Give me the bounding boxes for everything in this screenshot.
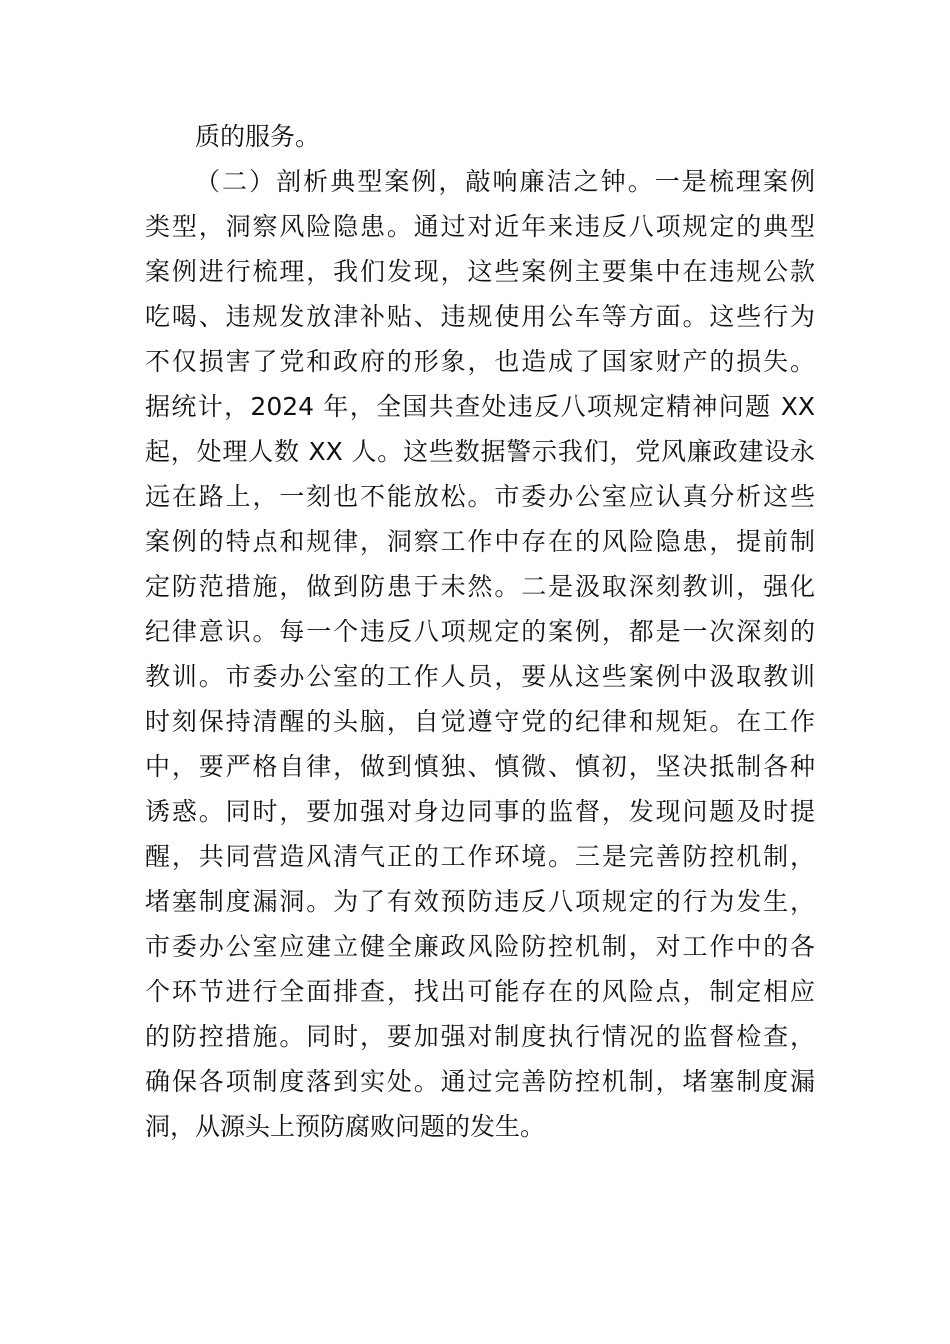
text-line: 教训。市委办公室的工作人员，要从这些案例中汲取教训: [145, 662, 815, 691]
text-line: 确保各项制度落到实处。通过完善防控机制，堵塞制度漏: [145, 1067, 815, 1096]
body-text: [145, 114, 815, 1149]
text-line: 个环节进行全面排查，找出可能存在的风险点，制定相应: [145, 977, 815, 1006]
text-line: 远在路上，一刻也不能放松。市委办公室应认真分析这些: [145, 482, 815, 511]
text-line: 案例进行梳理，我们发现，这些案例主要集中在违规公款: [145, 257, 815, 286]
text-line: 质的服务。: [195, 122, 321, 151]
text-line: 不仅损害了党和政府的形象，也造成了国家财产的损失。: [145, 347, 815, 376]
text-line: 的防控措施。同时，要加强对制度执行情况的监督检查，: [145, 1022, 815, 1051]
text-line: 据统计，2024 年，全国共查处违反八项规定精神问题 XX: [145, 392, 815, 421]
text-line: 醒，共同营造风清气正的工作环境。三是完善防控机制，: [145, 842, 815, 871]
text-line: 起，处理人数 XX 人。这些数据警示我们，党风廉政建设永: [145, 437, 815, 466]
text-line: 案例的特点和规律，洞察工作中存在的风险隐患，提前制: [145, 527, 815, 556]
text-line: 堵塞制度漏洞。为了有效预防违反八项规定的行为发生，: [145, 887, 815, 916]
text-line: 市委办公室应建立健全廉政风险防控机制，对工作中的各: [145, 932, 815, 961]
text-line: 纪律意识。每一个违反八项规定的案例，都是一次深刻的: [145, 617, 815, 646]
text-line: 类型，洞察风险隐患。通过对近年来违反八项规定的典型: [145, 212, 815, 241]
text-line: 时刻保持清醒的头脑，自觉遵守党的纪律和规矩。在工作: [145, 707, 815, 736]
text-line: 中，要严格自律，做到慎独、慎微、慎初，坚决抵制各种: [145, 752, 815, 781]
text-line: 定防范措施，做到防患于未然。二是汲取深刻教训，强化: [145, 572, 815, 601]
text-line: 诱惑。同时，要加强对身边同事的监督，发现问题及时提: [145, 797, 815, 826]
text-line: 洞，从源头上预防腐败问题的发生。: [145, 1112, 546, 1141]
text-line: （二）剖析典型案例，敲响廉洁之钟。一是梳理案例: [195, 167, 815, 196]
text-line: 吃喝、违规发放津补贴、违规使用公车等方面。这些行为: [145, 302, 815, 331]
